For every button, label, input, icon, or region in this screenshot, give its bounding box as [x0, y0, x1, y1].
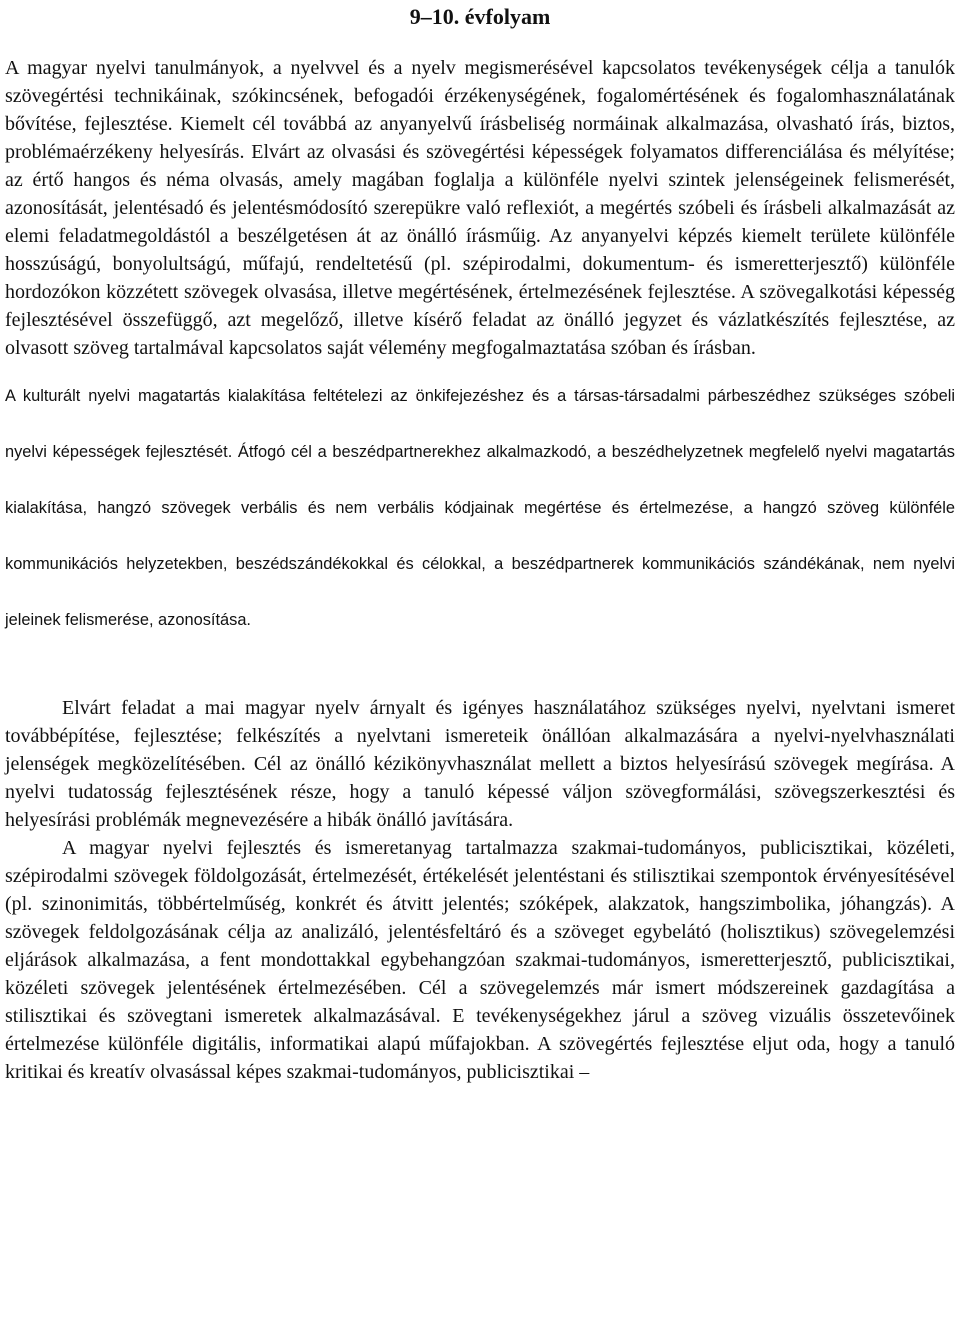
paragraph-cultured-language-behavior: A kulturált nyelvi magatartás kialakítása feltételezi az önkifejezéshez és a társas-társadalmi párbeszédhez szükséges szóbeli nyelvi képességek fejlesztését. Átfogó cél a beszédpartnerekhez alkalmazkodó, a beszédhelyzetnek megfelelő nyelvi magatartás kialakítása, hangzó szövegek verbális és nem verbális kódjainak megértése és értelmezése, a hangzó szöveg különféle kommunikációs helyzetekben, beszédszándékokkal és célokkal, a beszédpartnerek kommunikációs szándékának, nem nyelvi jeleinek felismerése, azonosítása. — [5, 387, 955, 629]
paragraph-language-studies-goals: A magyar nyelvi tanulmányok, a nyelvvel és a nyelv megismerésével kapcsolatos tevékenységek célja a tanulók szövegértési technikáinak, szókincsének, befogadói érzékenységének, fogalomértésének és fogalomhasználatának bővítése, fejlesztése. Kiemelt cél továbbá az anyanyelvű írásbeliség normáinak alkalmazása, olvasható írás, biztos, problémaérzékeny helyesírás. Elvárt az olvasási és szövegértési képességek folyamatos differenciálása és mélyítése; az értő hangos és néma olvasás, amely magában foglalja a különféle nyelvi szintek jelenségeinek felismerését, azonosítását, jelentésadó és jelentésmódosító szerepükre való reflexiót, a megértés szóbeli és írásbeli alkalmazását az elemi feladatmegoldástól a beszélgetésen át az önálló írásműig. Az anyanyelvi képzés kiemelt területe különféle hosszúságú, bonyolultságú, műfajú, rendeltetésű (pl. szépirodalmi, dokumentum- és ismeretterjesztő) különféle hordozókon közzétett szövegek olvasása, illetve megértésének, értelmezésének fejlesztése. A szövegalkotási képesség fejlesztésével összefüggő, azt megelőző, illetve kísérő feladat az önálló jegyzet és vázlatkészítés fejlesztése, az olvasott szöveg tartalmával kapcsolatos saját vélemény megfogalmaztatása szóban és írásban. — [5, 57, 955, 359]
document-page — [5, 0, 955, 1086]
paragraph-expected-tasks: Elvárt feladat a mai magyar nyelv árnyalt és igényes használatához szükséges nyelvi, nyelvtani ismeret továbbépítése, fejlesztése; felkészítés a nyelvtani ismereteik önállóan alkalmazására a nyelvi-nyelvhasználati jelenségek megközelítésében. Cél az önálló kézikönyvhasználat mellett a biztos helyesírású szövegek megírása. A nyelvi tudatosság fejlesztésének része, hogy a tanuló képessé váljon szövegformálási, szövegszerkesztési és helyesírási problémák megnevezésére a hibák önálló javítására. — [5, 697, 955, 831]
paragraph-hungarian-language-development: A magyar nyelvi fejlesztés és ismeretanyag tartalmazza szakmai-tudományos, publicisztikai, közéleti, szépirodalmi szövegek földolgozását, értelmezését, értékelését jelentéstani és stilisztikai szempontok érvényesítésével (pl. szinonimitás, többértelműség, konkrét és átvitt jelentés; szóképek, alakzatok, hangszimbolika, jóhangzás). A szövegek feldolgozásának célja az analizáló, jelentésfeltáró és a szöveget egybelátó (holisztikus) szövegelemzési eljárások alkalmazása, a fent mondottakkal egybehangzóan szakmai-tudományos, ismeretterjesztő, publicisztikai, közéleti szövegek jelentésének értelmezésében. Cél a szövegelemzés már ismert módszereinek gazdagítása a stilisztikai és szövegtani ismeretek alkalmazásával. E tevékenységekhez járul a szöveg vizuális összetevőinek értelmezése különféle digitális, informatikai alapú műfajokban. A szövegértés fejlesztése eljut oda, hogy a tanuló kritikai és kreatív olvasással képes szakmai-tudományos, publicisztikai – — [5, 837, 955, 1083]
document-title: 9–10. évfolyam — [409, 4, 551, 29]
